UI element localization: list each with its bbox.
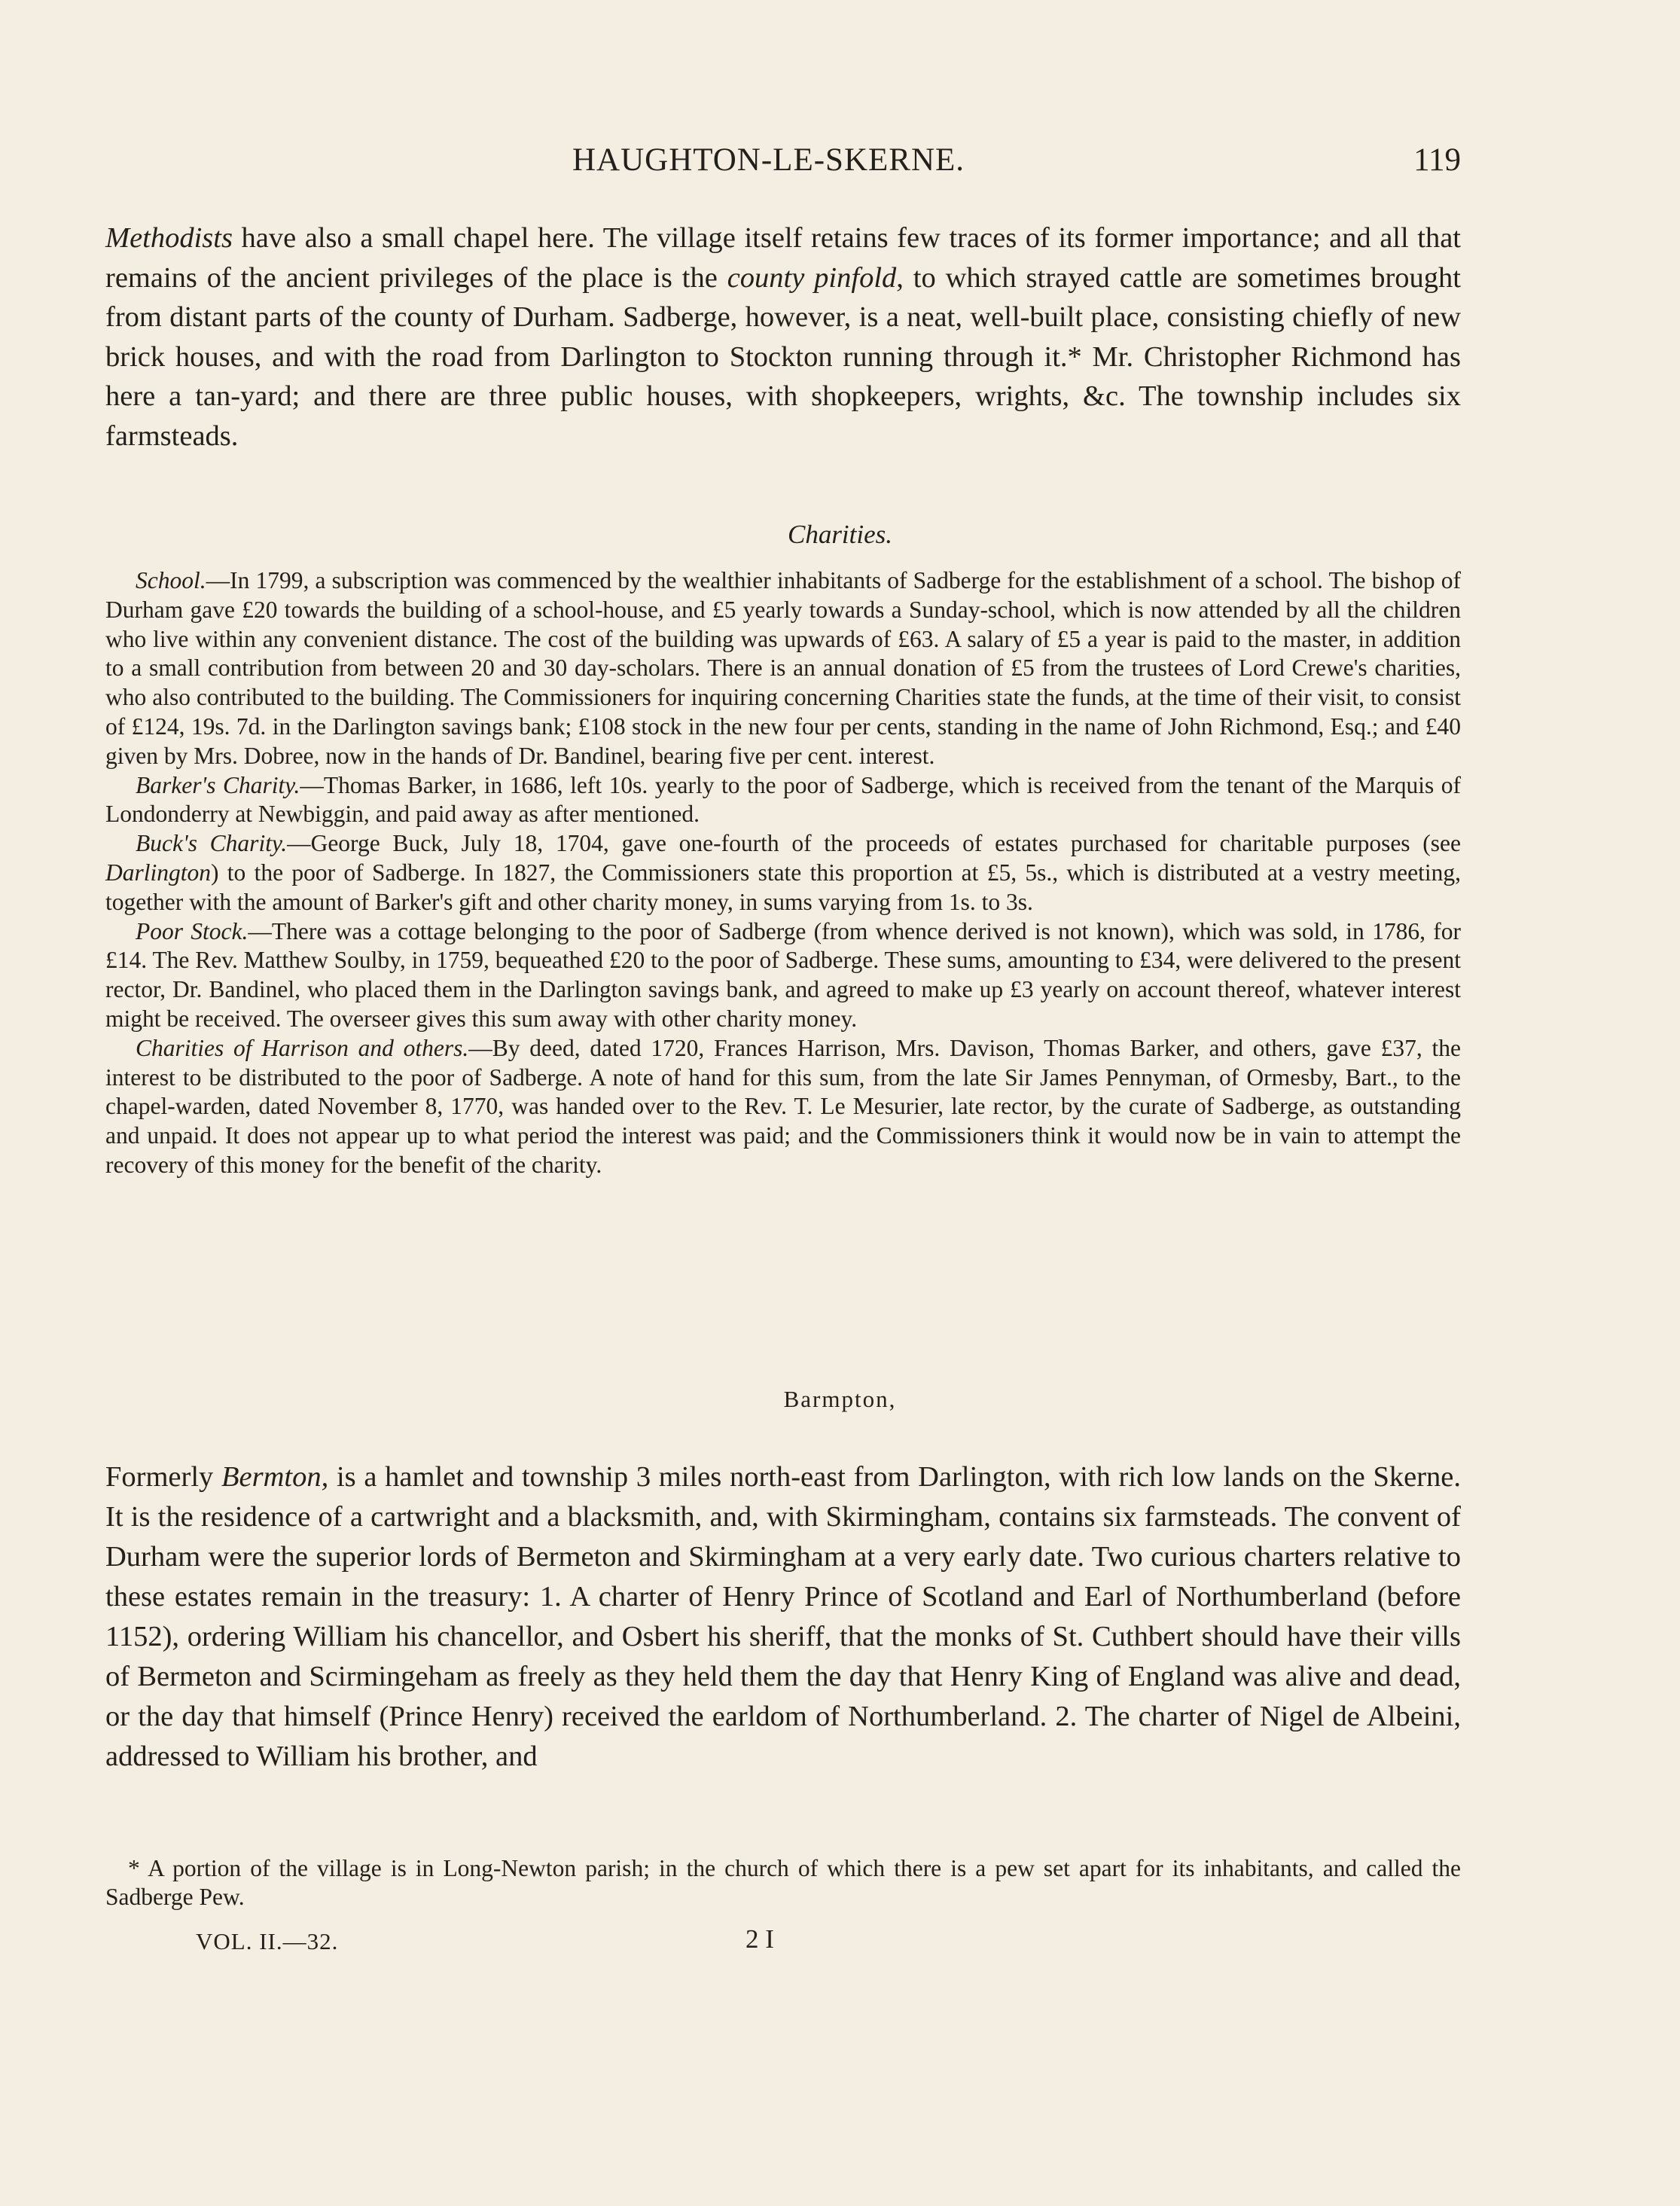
charity-text: —There was a cottage belonging to the poor of Sadberge (from whence derived is not known), which was sold, in 1786, for £14. The Rev. Matthew Soulby, in 1759, bequeathed £20 to the poor of Sadberge. These sums, amounting to £34, were delivered to the present rector, Dr. Bandinel, who placed them in the Darlington savings bank, and agreed to make up £3 yearly on account thereof, whatever interest might be received. The overseer gives this sum away with other charity money.: [105, 917, 1461, 1032]
barmpton-lead: Formerly: [105, 1461, 222, 1493]
charity-text: —George Buck, July 18, 1704, gave one-fourth of the proceeds of estates purchased for charitable purposes (see: [287, 830, 1461, 857]
charity-title: Barker's Charity.: [136, 771, 300, 798]
page-title: HAUGHTON-LE-SKERNE.: [572, 142, 965, 178]
barmpton-paragraph: [105, 1457, 1461, 1777]
barmpton-heading: Barmpton,: [783, 1386, 897, 1412]
charities-section: [105, 566, 1461, 1180]
sheet-signature: 2 I: [745, 1924, 774, 1954]
charity-paragraph-school: [105, 566, 1461, 771]
barmpton-italic-name: Bermton,: [221, 1461, 329, 1493]
intro-text-2: , to which strayed cattle are sometimes brought from distant parts of the county of Durham. Sadberge, however, is a neat, well-built place, consisting chiefly of new brick houses, and with the road from Darlington to Stockton running through it.* Mr. Christopher Richmond has here a tan-yard; and there are three public houses, with shopkeepers, wrights, &c. The township includes six farmsteads.: [105, 261, 1461, 452]
charity-text: ) to the poor of Sadberge. In 1827, the Commissioners state this proportion at £5, 5s., which is distributed at a vestry meeting, together with the amount of Barker's gift and other charity money, in sums varying from 1s. to 3s.: [105, 859, 1461, 915]
intro-italic-lead: Methodists: [105, 222, 233, 254]
charities-heading: Charities.: [787, 520, 893, 549]
volume-signature: VOL. II.—32.: [196, 1928, 339, 1954]
charity-text: —Thomas Barker, in 1686, left 10s. yearly to the poor of Sadberge, which is received from the tenant of the Marquis of Londonderry at Newbiggin, and paid away as after mentioned.: [105, 771, 1461, 828]
intro-italic-term: county pinfold: [727, 261, 897, 294]
charity-title: Buck's Charity.: [136, 830, 288, 857]
charity-title: Poor Stock.: [136, 917, 248, 944]
intro-paragraph: [105, 218, 1461, 456]
page-number: 119: [1413, 142, 1461, 178]
charity-italic-ref: Darlington: [105, 859, 212, 886]
running-head: [105, 142, 1461, 187]
intro-text-1: have also a small chapel here. The village itself retains few traces of its former importance; and all that remains of the ancient privileges of the place is the: [105, 222, 1461, 294]
charity-text: —In 1799, a subscription was commenced by the wealthier inhabitants of Sadberge for the establishment of a school. The bishop of Durham gave £20 towards the building of a school-house, and £5 yearly towards a Sunday-school, which is now attended by all the children who live within any convenient distance. The cost of the building was upwards of £63. A salary of £5 a year is paid to the master, in addition to a small contribution from between 20 and 30 day-scholars. There is an annual donation of £5 from the trustees of Lord Crewe's charities, who also contributed to the building. The Commissioners for inquiring concerning Charities state the funds, at the time of their visit, to consist of £124, 19s. 7d. in the Darlington savings bank; £108 stock in the new four per cents, standing in the name of John Richmond, Esq.; and £40 given by Mrs. Dobree, now in the hands of Dr. Bandinel, bearing five per cent. interest.: [105, 567, 1461, 769]
charity-paragraph-harrison: [105, 1034, 1461, 1180]
barmpton-text: is a hamlet and township 3 miles north-east from Darlington, with rich low lands on the Skerne. It is the residence of a cartwright and a blacksmith, and, with Skirmingham, contains six farmsteads. The convent of Durham were the superior lords of Bermeton and Skirmingham at a very early date. Two curious charters relative to these estates remain in the treasury: 1. A charter of Henry Prince of Scotland and Earl of Northumberland (before 1152), ordering William his chancellor, and Osbert his sheriff, that the monks of St. Cuthbert should have their vills of Bermeton and Scirmingeham as freely as they held them the day that Henry King of England was alive and dead, or the day that himself (Prince Henry) received the earldom of Northumberland. 2. The charter of Nigel de Albeini, addressed to William his brother, and: [105, 1461, 1461, 1772]
charity-paragraph-poor-stock: [105, 917, 1461, 1034]
charity-paragraph-buck: [105, 829, 1461, 917]
charity-title: School.: [136, 567, 206, 593]
charity-text: —By deed, dated 1720, Frances Harrison, Mrs. Davison, Thomas Barker, and others, gave £37, the interest to be distributed to the poor of Sadberge. A note of hand for this sum, from the late Sir James Pennyman, of Ormesby, Bart., to the chapel-warden, dated November 8, 1770, was handed over to the Rev. T. Le Mesurier, late rector, by the curate of Sadberge, as outstanding and unpaid. It does not appear up to what period the interest was paid; and the Commissioners think it would now be in vain to attempt the recovery of this money for the benefit of the charity.: [105, 1034, 1461, 1178]
charity-paragraph-barker: [105, 771, 1461, 830]
footnote: * A portion of the village is in Long-Newton parish; in the church of which there is a pew set apart for its inhabitants, and called the Sadberge Pew.: [105, 1855, 1461, 1910]
charity-title: Charities of Harrison and others.: [136, 1034, 469, 1061]
